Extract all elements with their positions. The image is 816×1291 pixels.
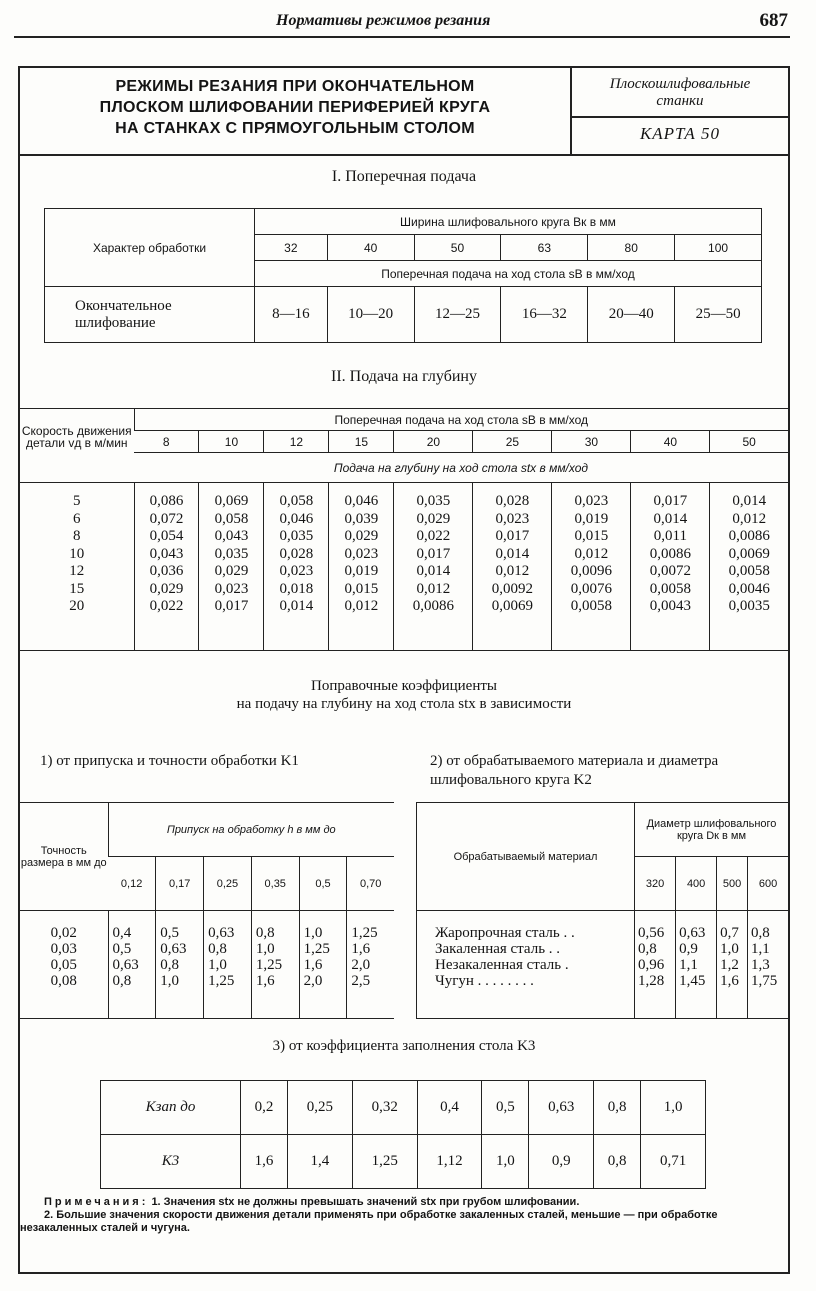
value: 0,029: [149, 580, 184, 597]
value: 0,029: [214, 563, 249, 579]
card-frame: [18, 66, 790, 1274]
value: 1,6: [303, 957, 323, 973]
k1-column: [108, 911, 156, 1019]
feed-cell: 50: [710, 431, 788, 453]
fill-coefficient-cell: 1,0: [641, 1081, 706, 1135]
value: 1,25: [351, 925, 378, 941]
value: 0,058: [279, 493, 314, 509]
feed-cell: 10: [199, 431, 264, 453]
k1-column: [204, 911, 252, 1019]
value: 0,014: [279, 598, 314, 614]
k3-cell: 0,9: [529, 1135, 594, 1189]
value: 0,8: [255, 925, 275, 941]
feed-value: 10—20: [327, 287, 414, 343]
value: 5: [73, 493, 81, 509]
feed-value: 25—50: [675, 287, 762, 343]
value: 0,8: [751, 925, 770, 941]
value: 1,75: [751, 973, 778, 989]
value: 0,0086: [649, 545, 691, 562]
value: 1,6: [255, 973, 275, 989]
value: 0,018: [279, 580, 314, 597]
value: 0,043: [149, 545, 184, 562]
value: 0,014: [416, 563, 451, 579]
value: 0,058: [214, 510, 249, 527]
fill-coefficient-label: Kзап до: [101, 1081, 241, 1135]
value: 1,25: [303, 941, 330, 957]
value: 0,96: [638, 957, 665, 973]
value: 0,039: [344, 510, 379, 527]
value: 0,012: [732, 510, 767, 527]
feed-header: Поперечная подача на ход стола sB в мм/ход: [134, 409, 788, 431]
value: 15: [69, 580, 85, 597]
notes: [20, 1196, 788, 1235]
value: Чугун . . . . . . . .: [435, 973, 534, 989]
allowance-cell: 0,70: [347, 857, 394, 911]
value: 0,035: [279, 528, 314, 544]
value: 10: [69, 545, 85, 562]
diameter-cell: 500: [717, 857, 748, 911]
value: 2,5: [351, 973, 371, 989]
value: 0,028: [279, 545, 314, 562]
k1-column: [347, 911, 394, 1019]
feed-cell: 20: [394, 431, 473, 453]
accuracy-column: [20, 911, 108, 1019]
value: 1,45: [679, 973, 706, 989]
card-header: [20, 68, 788, 156]
k2-diam-header: Диаметр шлифовального круга Dк в мм: [635, 803, 789, 857]
value: 0,072: [149, 510, 184, 527]
diameter-cell: 400: [676, 857, 717, 911]
depth-feed-column: [199, 483, 264, 651]
value: 0,019: [574, 510, 609, 527]
value: 0,0092: [491, 580, 533, 597]
k3-cell: 1,12: [417, 1135, 482, 1189]
value: 0,63: [679, 925, 706, 941]
value: 0,011: [653, 528, 687, 544]
value: 0,0072: [649, 563, 691, 579]
k1-column: [251, 911, 299, 1019]
allowance-cell: 0,35: [251, 857, 299, 911]
speed-header: Скорость движения детали vд в м/мин: [20, 409, 134, 483]
value: 0,0058: [570, 598, 612, 614]
value: 12: [69, 563, 85, 579]
page-number: 687: [759, 10, 788, 31]
value: 0,046: [279, 510, 314, 527]
value: 0,029: [416, 510, 451, 527]
k2-column: [635, 911, 676, 1019]
value: 1,1: [751, 941, 770, 957]
fill-coefficient-cell: 0,4: [417, 1081, 482, 1135]
value: 1,0: [208, 957, 227, 973]
value: 0,014: [495, 545, 530, 562]
depth-feed-column: [134, 483, 199, 651]
depth-feed-table: [20, 408, 788, 651]
depth-feed-column: [394, 483, 473, 651]
value: 1,1: [679, 957, 698, 973]
feed-value: 16—32: [501, 287, 588, 343]
k1-title: 1) от припуска и точности обработки K1: [40, 753, 299, 769]
feed-cell: 40: [631, 431, 710, 453]
card-number: КАРТА 50: [639, 124, 721, 143]
value: 0,036: [149, 563, 184, 579]
value: 0,8: [112, 973, 132, 989]
value: 0,012: [416, 580, 451, 597]
value: 0,017: [495, 528, 530, 544]
value: 1,25: [255, 957, 283, 973]
value: 0,5: [160, 925, 180, 941]
value: 0,63: [208, 925, 235, 941]
k3-table: [100, 1080, 706, 1189]
value: 0,05: [50, 957, 77, 973]
value: 0,0043: [649, 598, 691, 614]
value: 0,019: [344, 563, 379, 579]
feed-cell: 30: [552, 431, 631, 453]
value: 0,017: [214, 598, 249, 614]
depth-feed-column: [264, 483, 329, 651]
value: 0,023: [214, 580, 249, 597]
value: 1,6: [351, 941, 371, 957]
value: 0,5: [112, 941, 132, 957]
width-cell: 100: [675, 235, 762, 261]
width-cell: 40: [327, 235, 414, 261]
value: 1,0: [720, 941, 739, 957]
fill-coefficient-cell: 0,8: [594, 1081, 641, 1135]
depth-feed-column: [329, 483, 394, 651]
fill-coefficient-cell: 0,63: [529, 1081, 594, 1135]
value: 0,069: [214, 493, 249, 509]
value: 0,012: [344, 598, 379, 614]
k2-title: 2) от обрабатываемого материала и диаметра шлифовального круга K2: [430, 753, 719, 788]
k1-table: [20, 802, 394, 1019]
depth-header: Подача на глубину на ход стола stx в мм/ход: [134, 453, 788, 483]
value: 0,028: [495, 493, 530, 509]
value: 0,0035: [728, 598, 770, 614]
k2-material-header: Обрабатываемый материал: [417, 803, 635, 911]
value: 0,0058: [649, 580, 691, 597]
fill-coefficient-cell: 0,32: [352, 1081, 417, 1135]
feed-cell: 12: [264, 431, 329, 453]
k3-cell: 0,71: [641, 1135, 706, 1189]
k3-cell: 1,0: [482, 1135, 529, 1189]
value: 0,017: [416, 545, 451, 562]
value: 0,035: [416, 493, 451, 509]
machine-type: Плоскошлифовальные станки: [609, 76, 751, 109]
allowance-cell: 0,17: [156, 857, 204, 911]
value: 1,6: [720, 973, 739, 989]
value: Закаленная сталь . .: [435, 941, 561, 957]
value: 0,012: [574, 545, 609, 562]
k2-table: [416, 802, 788, 1019]
k2-column: [748, 911, 788, 1019]
value: 0,023: [344, 545, 379, 562]
value: 2,0: [303, 973, 323, 989]
fill-coefficient-cell: 0,5: [482, 1081, 529, 1135]
value: 0,022: [149, 598, 184, 614]
notes-label: Примечания:: [44, 1196, 149, 1208]
value: 0,0086: [728, 528, 770, 544]
width-cell: 32: [255, 235, 328, 261]
depth-feed-column: [552, 483, 631, 651]
value: 0,8: [160, 957, 180, 973]
feed-value: 8—16: [255, 287, 328, 343]
section2-heading: II. Подача на глубину: [331, 368, 477, 385]
value: 0,023: [495, 510, 530, 527]
value: 0,02: [50, 925, 77, 941]
allowance-cell: 0,25: [204, 857, 252, 911]
k2-column: [717, 911, 748, 1019]
value: 0,054: [149, 528, 184, 544]
value: 0,022: [416, 528, 451, 544]
corrections-line1: Поправочные коэффициенты: [311, 678, 497, 694]
value: 20: [69, 598, 85, 614]
value: 0,63: [112, 957, 139, 973]
fill-coefficient-cell: 0,2: [241, 1081, 288, 1135]
header-divider-h: [572, 116, 788, 118]
k3-title: 3) от коэффициента заполнения стола K3: [272, 1038, 536, 1054]
value: 1,3: [751, 957, 770, 973]
value: 0,0069: [491, 598, 533, 614]
value: 1,0: [303, 925, 323, 941]
value: 1,25: [208, 973, 235, 989]
k3-cell: 1,4: [287, 1135, 352, 1189]
feed-value: 12—25: [414, 287, 501, 343]
value: 0,086: [149, 493, 184, 509]
note-2: 2. Большие значения скорости движения детали применять при обработке закаленных сталей, меньшие — при обработке незакаленных сталей и чугуна.: [20, 1209, 718, 1234]
value: Незакаленная сталь .: [435, 957, 569, 973]
value: 6: [73, 510, 81, 527]
row-label: Характер обработки: [45, 209, 255, 287]
diameter-cell: 600: [748, 857, 788, 911]
value: 0,035: [214, 545, 249, 562]
value: 0,0096: [570, 563, 612, 579]
value: 0,014: [732, 493, 767, 509]
k1-column: [299, 911, 347, 1019]
feed-cell: 25: [473, 431, 552, 453]
value: 0,0058: [728, 563, 770, 579]
value: 0,023: [574, 493, 609, 509]
transverse-feed-table: [44, 208, 762, 343]
note-1: 1. Значения stx не должны превышать значений stx при грубом шлифовании.: [151, 1196, 580, 1208]
feed-header: Поперечная подача на ход стола sB в мм/ход: [255, 261, 762, 287]
value: 0,03: [50, 941, 77, 957]
feed-cell: 8: [134, 431, 199, 453]
fill-coefficient-cell: 0,25: [287, 1081, 352, 1135]
value: 1,28: [638, 973, 665, 989]
value: Жаропрочная сталь . .: [435, 925, 575, 941]
operation-label: Окончательное шлифование: [45, 287, 255, 343]
value: 0,0076: [570, 580, 612, 597]
speed-column: [20, 483, 134, 651]
k3-cell: 1,6: [241, 1135, 288, 1189]
value: 0,023: [279, 563, 314, 579]
running-header: [14, 8, 790, 38]
value: 0,0069: [728, 545, 770, 562]
value: 1,2: [720, 957, 739, 973]
value: 0,015: [344, 580, 379, 597]
value: 0,015: [574, 528, 609, 544]
value: 0,0046: [728, 580, 770, 597]
value: 1,0: [160, 973, 180, 989]
value: 0,08: [50, 973, 77, 989]
value: 0,012: [495, 563, 530, 579]
k1-left-header: Точность размера в мм до: [20, 844, 107, 869]
depth-feed-column: [631, 483, 710, 651]
value: 8: [73, 528, 81, 544]
k1-top-header: Припуск на обработку h в мм до: [108, 803, 394, 857]
width-cell: 50: [414, 235, 501, 261]
k1-column: [156, 911, 204, 1019]
card-title: РЕЖИМЫ РЕЗАНИЯ ПРИ ОКОНЧАТЕЛЬНОМ ПЛОСКОМ ШЛИФОВАНИИ ПЕРИФЕРИЕЙ КРУГА НА СТАНКАХ С ПРЯМОУГОЛЬНЫМ СТОЛОМ: [99, 78, 491, 137]
feed-cell: 15: [329, 431, 394, 453]
value: 0,046: [344, 493, 379, 509]
section1-heading: I. Поперечная подача: [331, 168, 477, 185]
diameter-cell: 320: [635, 857, 676, 911]
value: 0,9: [679, 941, 698, 957]
depth-feed-column: [473, 483, 552, 651]
value: 0,56: [638, 925, 665, 941]
value: 0,014: [653, 510, 688, 527]
k3-label: K3: [101, 1135, 241, 1189]
depth-feed-column: [710, 483, 788, 651]
k3-cell: 1,25: [352, 1135, 417, 1189]
feed-value: 20—40: [588, 287, 675, 343]
value: 0,4: [112, 925, 132, 941]
value: 2,0: [351, 957, 371, 973]
value: 0,8: [638, 941, 657, 957]
value: 0,017: [653, 493, 688, 509]
material-column: [417, 911, 635, 1019]
value: 0,8: [208, 941, 227, 957]
allowance-cell: 0,5: [299, 857, 347, 911]
value: 0,0086: [412, 598, 454, 614]
value: 0,7: [720, 925, 739, 941]
k2-column: [676, 911, 717, 1019]
value: 0,043: [214, 528, 249, 544]
width-header: Ширина шлифовального круга Bк в мм: [255, 209, 762, 235]
allowance-cell: 0,12: [120, 877, 143, 890]
value: 1,0: [255, 941, 275, 957]
running-title: Нормативы режимов резания: [276, 12, 491, 29]
value: 0,63: [160, 941, 187, 957]
k3-cell: 0,8: [594, 1135, 641, 1189]
width-cell: 80: [588, 235, 675, 261]
value: 0,029: [344, 528, 379, 544]
corrections-line2: на подачу на глубину на ход стола stx в зависимости: [236, 696, 572, 712]
width-cell: 63: [501, 235, 588, 261]
